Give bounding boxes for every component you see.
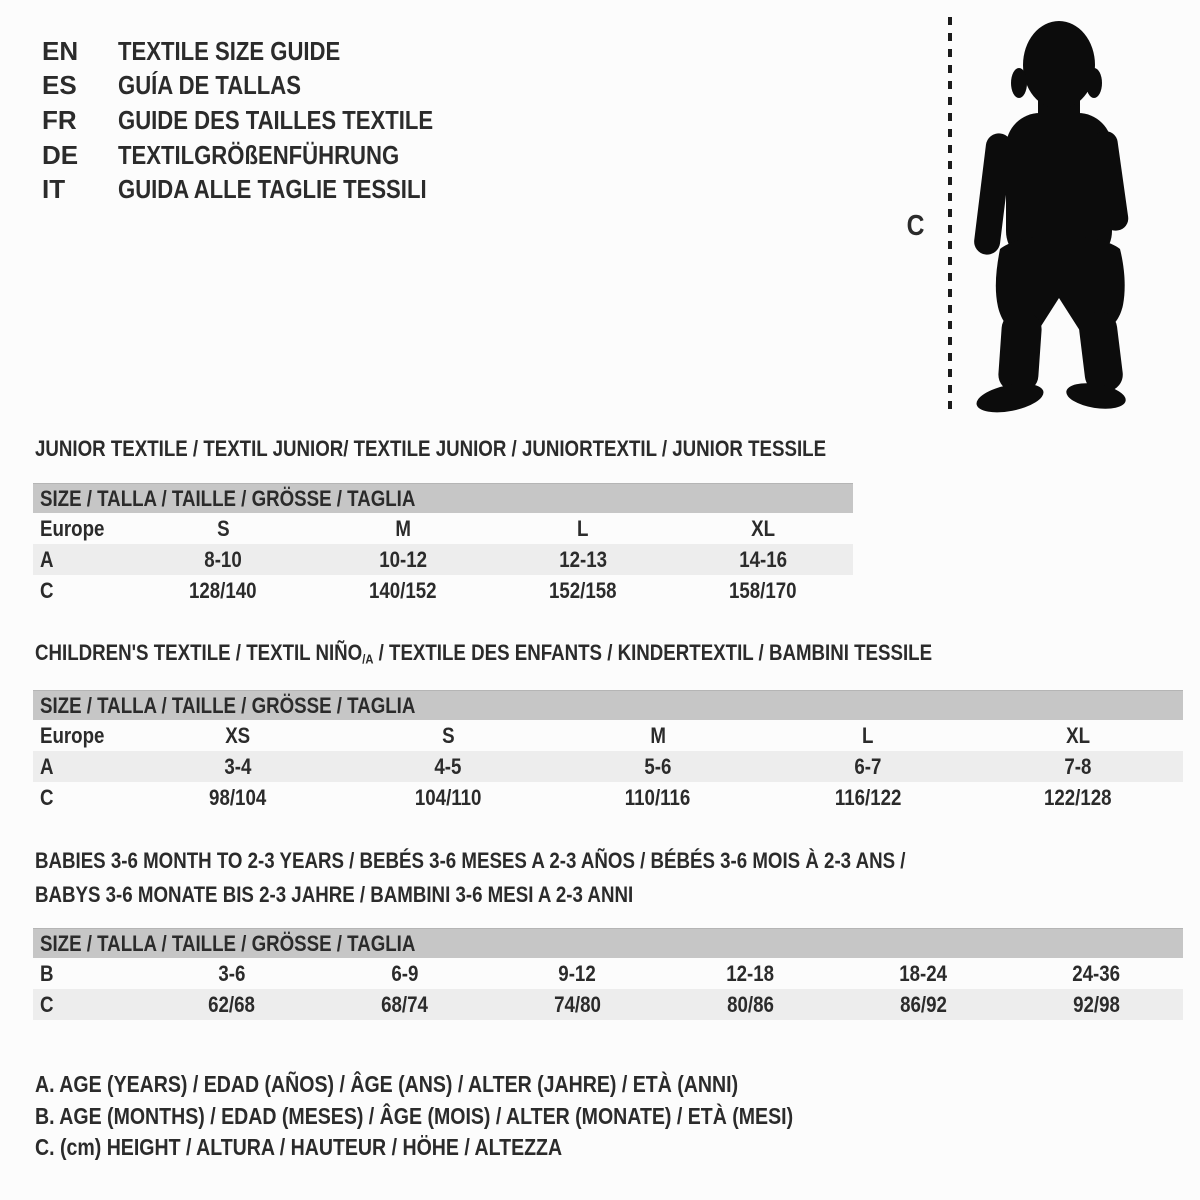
size-header-bar bbox=[33, 483, 853, 513]
size-cell: 152/158 bbox=[549, 577, 617, 603]
size-cell: L bbox=[577, 515, 589, 541]
junior-size-table bbox=[33, 483, 853, 606]
legend-text: C. (cm) HEIGHT / ALTURA / HAUTEUR / HÖHE / ALTEZZA bbox=[35, 1134, 563, 1160]
table-row-height bbox=[33, 989, 1183, 1020]
table-row-europe bbox=[33, 513, 853, 544]
size-cell: S bbox=[216, 515, 230, 541]
children-size-table bbox=[33, 690, 1183, 813]
size-cell: 122/128 bbox=[1044, 784, 1112, 810]
size-cell: 128/140 bbox=[189, 577, 257, 603]
title-subscript: /A bbox=[362, 651, 374, 667]
lang-code: FR bbox=[42, 104, 77, 135]
size-cell: XL bbox=[1066, 722, 1090, 748]
size-header-bar bbox=[33, 690, 1183, 720]
legend-text: B. AGE (MONTHS) / EDAD (MESES) / ÂGE (MOIS) / ALTER (MONATE) / ETÀ (MESI) bbox=[35, 1103, 794, 1129]
row-label: B bbox=[40, 960, 54, 986]
size-cell: 6-9 bbox=[390, 960, 419, 986]
size-cell: 5-6 bbox=[644, 753, 672, 779]
size-cell: 110/116 bbox=[625, 784, 691, 810]
lang-row-es bbox=[42, 69, 489, 104]
size-cell: 9-12 bbox=[558, 960, 597, 986]
table-row-height bbox=[33, 575, 853, 606]
size-cell: M bbox=[650, 722, 666, 748]
lang-title: GUIDA ALLE TAGLIE TESSILI bbox=[118, 174, 427, 205]
size-cell: S bbox=[441, 722, 455, 748]
babies-textile-title-line2 bbox=[35, 882, 739, 907]
size-cell: 92/98 bbox=[1073, 991, 1120, 1017]
babies-textile-title-line1 bbox=[35, 848, 1059, 873]
junior-textile-title bbox=[35, 436, 966, 461]
row-label: C bbox=[40, 577, 54, 603]
legend-text: A. AGE (YEARS) / EDAD (AÑOS) / ÂGE (ANS) / ALTER (JAHRE) / ETÀ (ANNI) bbox=[35, 1071, 739, 1097]
title-part: CHILDREN'S TEXTILE / TEXTIL NIÑO bbox=[35, 640, 363, 665]
language-heading-block bbox=[42, 34, 489, 207]
lang-title: TEXTILE SIZE GUIDE bbox=[118, 35, 341, 66]
size-header-text: SIZE / TALLA / TAILLE / GRÖSSE / TAGLIA bbox=[40, 692, 416, 718]
size-cell: 14-16 bbox=[739, 546, 787, 572]
lang-code: ES bbox=[42, 70, 77, 101]
legend-height-cm bbox=[35, 1134, 655, 1160]
size-cell: 104/110 bbox=[414, 784, 482, 810]
lang-row-de bbox=[42, 138, 489, 173]
size-cell: 18-24 bbox=[899, 960, 948, 986]
size-cell: 158/170 bbox=[729, 577, 797, 603]
title-part: / TEXTILE DES ENFANTS / KINDERTEXTIL / BAMBINI TESSILE bbox=[373, 640, 933, 665]
lang-title: TEXTILGRÖßENFÜHRUNG bbox=[118, 139, 400, 170]
lang-row-fr bbox=[42, 103, 489, 138]
row-label: A bbox=[40, 753, 54, 779]
size-cell: 3-4 bbox=[224, 753, 252, 779]
toddler-silhouette-icon bbox=[970, 17, 1134, 417]
legend-age-years bbox=[35, 1071, 862, 1097]
row-label: C bbox=[40, 991, 54, 1017]
table-row-months bbox=[33, 958, 1183, 989]
size-cell: L bbox=[862, 722, 874, 748]
size-cell: 86/92 bbox=[900, 991, 947, 1017]
lang-code: DE bbox=[42, 139, 79, 170]
size-header-text: SIZE / TALLA / TAILLE / GRÖSSE / TAGLIA bbox=[40, 930, 416, 956]
babies-size-table bbox=[33, 928, 1183, 1020]
size-cell: 80/86 bbox=[727, 991, 774, 1017]
lang-row-en bbox=[42, 34, 489, 69]
size-cell: XL bbox=[751, 515, 775, 541]
size-cell: 12-13 bbox=[559, 546, 607, 572]
row-label: A bbox=[40, 546, 54, 572]
size-cell: 3-6 bbox=[217, 960, 246, 986]
height-measure-label: C bbox=[906, 210, 925, 242]
table-row-europe bbox=[33, 720, 1183, 751]
size-cell: 98/104 bbox=[209, 784, 267, 810]
row-label: Europe bbox=[40, 515, 105, 541]
size-cell: 7-8 bbox=[1064, 753, 1092, 779]
size-cell: 12-18 bbox=[726, 960, 775, 986]
legend-age-months bbox=[35, 1103, 927, 1129]
size-header-bar bbox=[33, 928, 1183, 958]
size-cell: 140/152 bbox=[369, 577, 437, 603]
size-cell: 10-12 bbox=[379, 546, 427, 572]
row-label: Europe bbox=[40, 722, 105, 748]
childrens-textile-title-text bbox=[35, 640, 932, 671]
lang-code: IT bbox=[42, 174, 66, 205]
size-header-text: SIZE / TALLA / TAILLE / GRÖSSE / TAGLIA bbox=[40, 485, 416, 511]
size-cell: M bbox=[395, 515, 411, 541]
table-row-age bbox=[33, 751, 1183, 782]
size-cell: 68/74 bbox=[381, 991, 428, 1017]
size-cell: 62/68 bbox=[208, 991, 255, 1017]
lang-title: GUÍA DE TALLAS bbox=[118, 70, 301, 101]
size-cell: 116/122 bbox=[834, 784, 902, 810]
size-cell: 8-10 bbox=[204, 546, 242, 572]
table-row-height bbox=[33, 782, 1183, 813]
size-cell: XS bbox=[225, 722, 251, 748]
size-cell: 24-36 bbox=[1072, 960, 1121, 986]
babies-title-text-2: BABYS 3-6 MONATE BIS 2-3 JAHRE / BAMBINI 3-6 MESI A 2-3 ANNI bbox=[35, 882, 634, 907]
size-cell: 6-7 bbox=[854, 753, 882, 779]
lang-title: GUIDE DES TAILLES TEXTILE bbox=[118, 104, 434, 135]
lang-row-it bbox=[42, 172, 489, 207]
childrens-textile-title bbox=[35, 640, 1090, 671]
lang-code: EN bbox=[42, 35, 79, 66]
size-cell: 4-5 bbox=[434, 753, 462, 779]
size-cell: 74/80 bbox=[554, 991, 601, 1017]
table-row-age bbox=[33, 544, 853, 575]
row-label: C bbox=[40, 784, 54, 810]
height-measure-dashed-line bbox=[948, 17, 952, 417]
junior-textile-title-text: JUNIOR TEXTILE / TEXTIL JUNIOR/ TEXTILE JUNIOR / JUNIORTEXTIL / JUNIOR TESSILE bbox=[35, 436, 827, 461]
babies-title-text-1: BABIES 3-6 MONTH TO 2-3 YEARS / BEBÉS 3-6 MESES A 2-3 AÑOS / BÉBÉS 3-6 MOIS À 2-3 ANS / bbox=[35, 848, 906, 873]
